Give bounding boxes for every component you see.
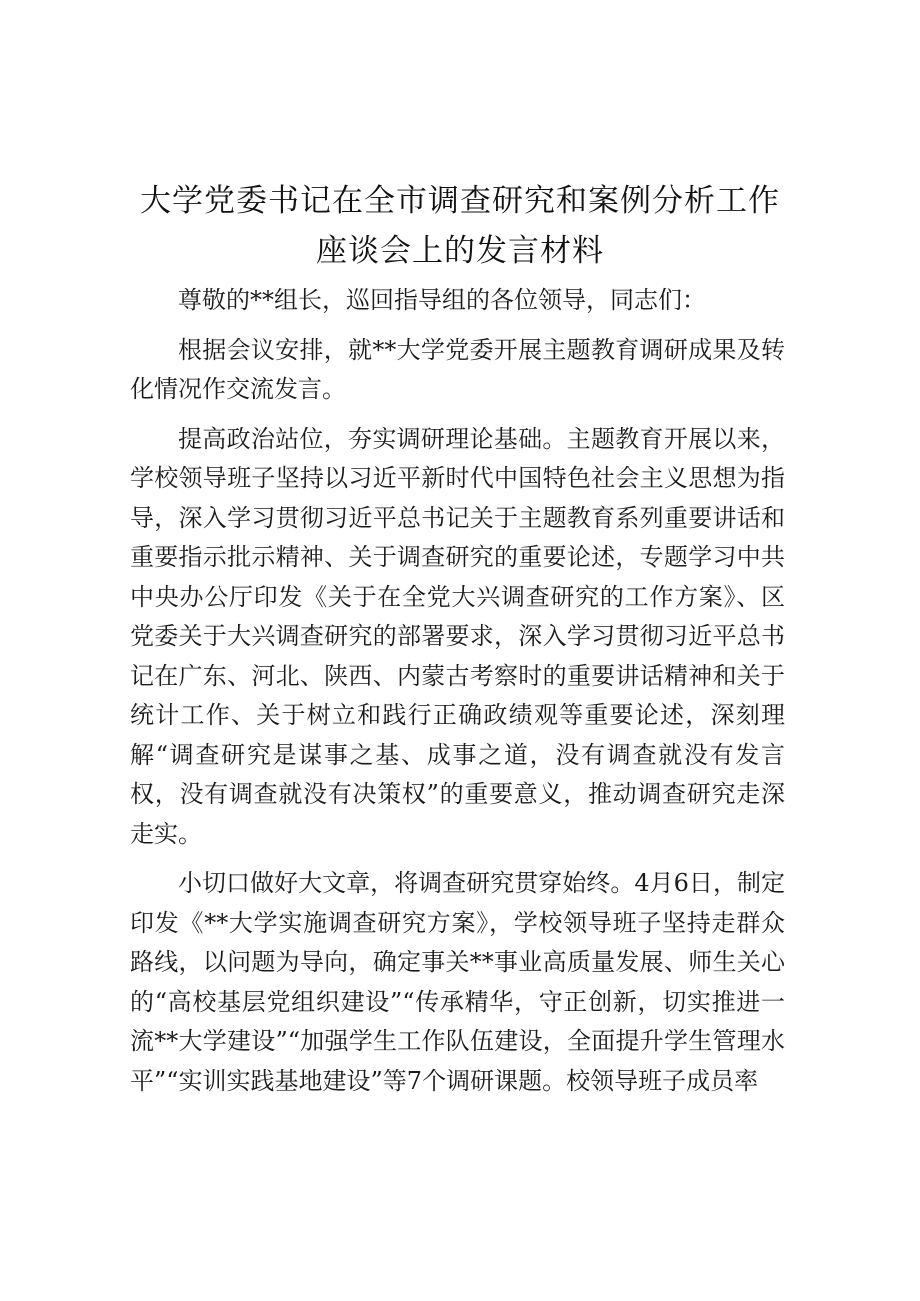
body-paragraph: 提高政治站位，夯实调研理论基础。主题教育开展以来，学校领导班子坚持以习近平新时代中国特色社会主义思想为指导，深入学习贯彻习近平总书记关于主题教育系列重要讲话和重要指示批示精神、关于调查研究的重要论述，专题学习中共中央办公厅印发《关于在全党大兴调查研究的工作方案》、区党委关于大兴调查研究的部署要求，深入学习贯彻习近平总书记在广东、河北、陕西、内蒙古考察时的重要讲话精神和关于统计工作、关于树立和践行正确政绩观等重要论述，深刻理解“调查研究是谋事之基、成事之道，没有调查就没有发言权，没有调查就没有决策权”的重要意义，推动调查研究走深走实。 [130, 424, 785, 848]
salutation-paragraph: 尊敬的**组长，巡回指导组的各位领导，同志们： [178, 286, 706, 314]
body-paragraph: 小切口做好大文章，将调查研究贯穿始终。4月6日，制定印发《**大学实施调查研究方案》，学校领导班子坚持走群众路线，以问题为导向，确定事关**事业高质量发展、师生关心的“高校基层党组织建设”“传承精华，守正创新，切实推进一流**大学建设”“加强学生工作队伍建设，全面提升学生管理水平”“实训实践基地建设”等7个调研课题。校领导班子成员率 [130, 869, 785, 1095]
title-line-2: 座谈会上的发言材料 [316, 233, 604, 269]
intro-paragraph: 根据会议安排，就**大学党委开展主题教育调研成果及转化情况作交流发言。 [130, 335, 785, 403]
title-line-1: 大学党委书记在全市调查研究和案例分析工作 [140, 183, 780, 219]
document-title [100, 176, 820, 276]
document-body [130, 281, 785, 1111]
